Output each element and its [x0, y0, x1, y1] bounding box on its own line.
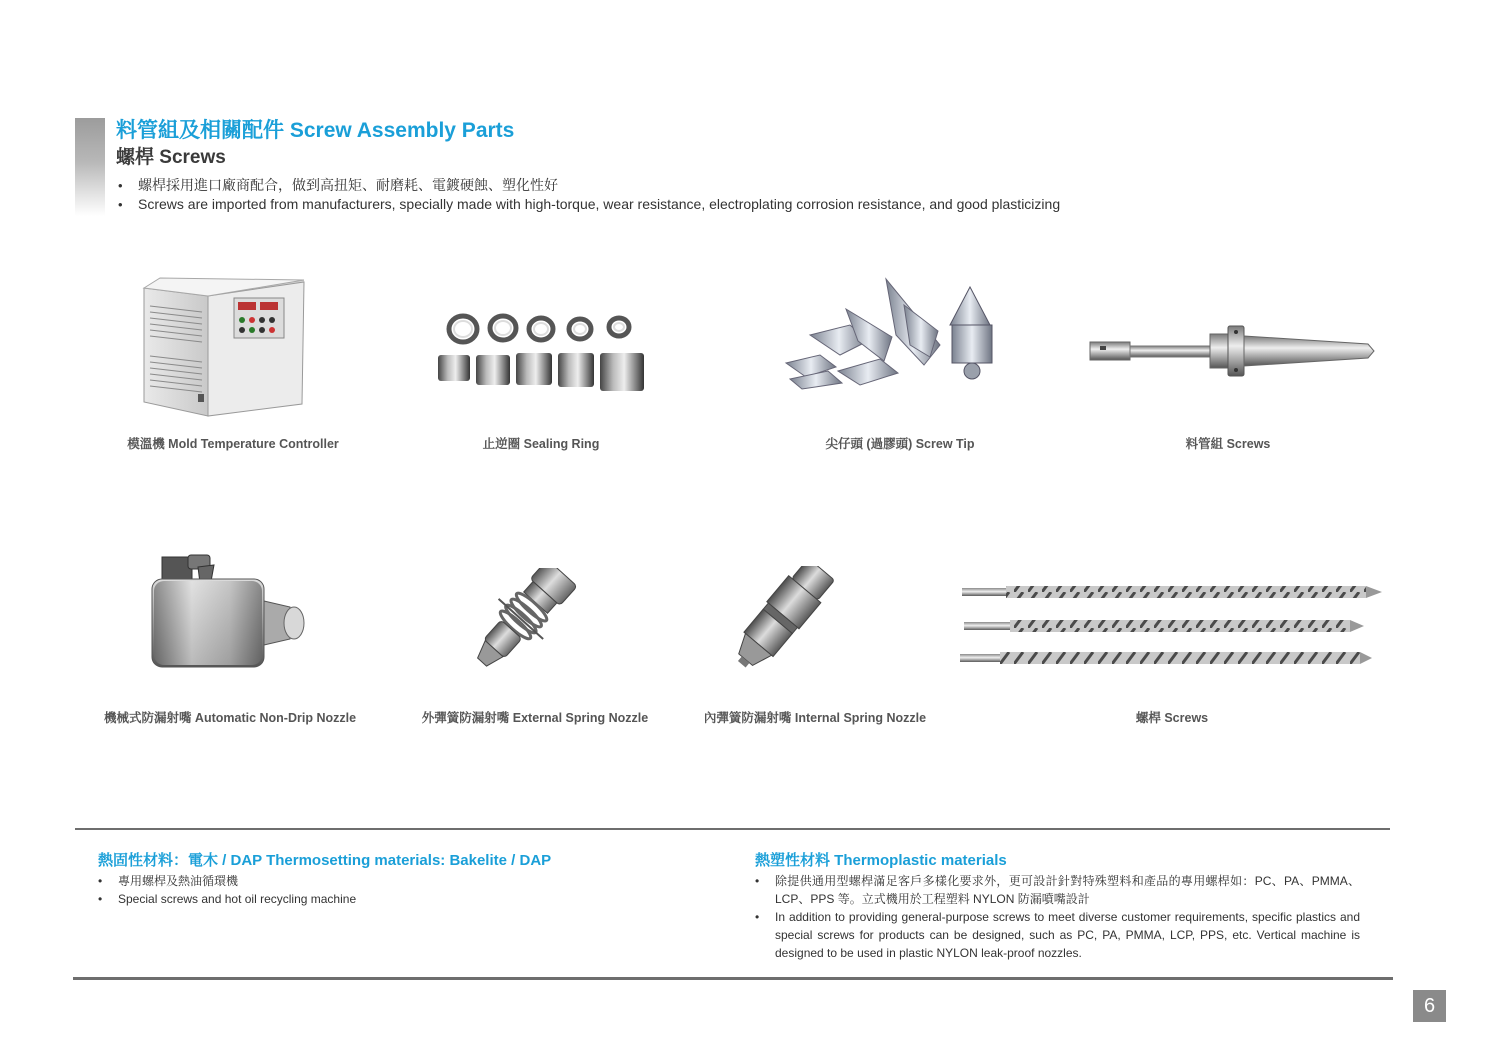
page-title: 料管組及相關配件 Screw Assembly Parts — [116, 119, 515, 142]
thermoplastic-list — [755, 872, 1360, 962]
product-caption: 內彈簧防漏射嘴 Internal Spring Nozzle — [703, 711, 927, 725]
section-divider-top — [75, 828, 1390, 830]
intro-list — [116, 176, 1316, 214]
internal-spring-nozzle-image — [716, 566, 848, 676]
intro-bullet-zh: • 螺桿採用進口廠商配合，做到高扭矩、耐磨耗、電鍍硬蝕、塑化性好 — [116, 176, 1316, 195]
intro-bullet-en: • Screws are imported from manufacturers, specially made with high-torque, wear resistance, electroplating corrosion resistance, and good plasticizing — [116, 195, 1316, 214]
screw-tip-image — [780, 275, 1004, 393]
thermosetting-title: 熱固性材料：電木 / DAP Thermosetting materials: Bakelite / DAP — [98, 852, 552, 869]
thermoplastic-title: 熱塑性材料 Thermoplastic materials — [755, 852, 1007, 869]
screws-image — [958, 580, 1386, 670]
automatic-non-drip-nozzle-image — [150, 553, 306, 671]
sealing-ring-image — [436, 311, 648, 395]
thermosetting-bullet-en: • Special screws and hot oil recycling machine — [98, 890, 698, 908]
product-caption: 止逆圈 Sealing Ring — [482, 437, 600, 451]
section-divider-bottom — [73, 977, 1393, 980]
product-caption: 機械式防漏射嘴 Automatic Non-Drip Nozzle — [103, 711, 357, 725]
mold-temperature-controller-image — [138, 276, 306, 418]
header-accent-bar — [75, 118, 105, 216]
thermosetting-list — [98, 872, 698, 908]
thermoplastic-bullet-en: • In addition to providing general-purpose screws to meet diverse customer requirements, specific plastics and special screws for products can be designed, such as PC, PA, PMMA, LCP, PPS, etc. Vertical machine is designed to be used in plastic NYLON leak-proof nozzles. — [755, 908, 1360, 962]
product-caption: 螺桿 Screws — [1135, 711, 1209, 725]
product-caption: 料管組 Screws — [1185, 437, 1271, 451]
screw-barrel-assembly-image — [1088, 320, 1378, 382]
page-subtitle: 螺桿 Screws — [116, 147, 226, 168]
page-number: 6 — [1413, 990, 1446, 1022]
product-caption: 模溫機 Mold Temperature Controller — [127, 437, 339, 451]
thermoplastic-bullet-zh: • 除提供通用型螺桿滿足客戶多樣化要求外，更可設計針對特殊塑料和產品的專用螺桿如：PC、PA、PMMA、LCP、PPS 等。立式機用於工程塑料 NYLON 防漏噴嘴設計 — [755, 872, 1360, 908]
page-header — [116, 118, 514, 171]
external-spring-nozzle-image — [468, 568, 590, 672]
thermosetting-bullet-zh: • 專用螺桿及熱油循環機 — [98, 872, 698, 890]
thermoplastic-section — [755, 852, 1360, 962]
product-caption: 外彈簧防漏射嘴 External Spring Nozzle — [421, 711, 649, 725]
product-caption: 尖仔頭 (過膠頭) Screw Tip — [825, 437, 975, 451]
thermosetting-section — [98, 852, 698, 908]
